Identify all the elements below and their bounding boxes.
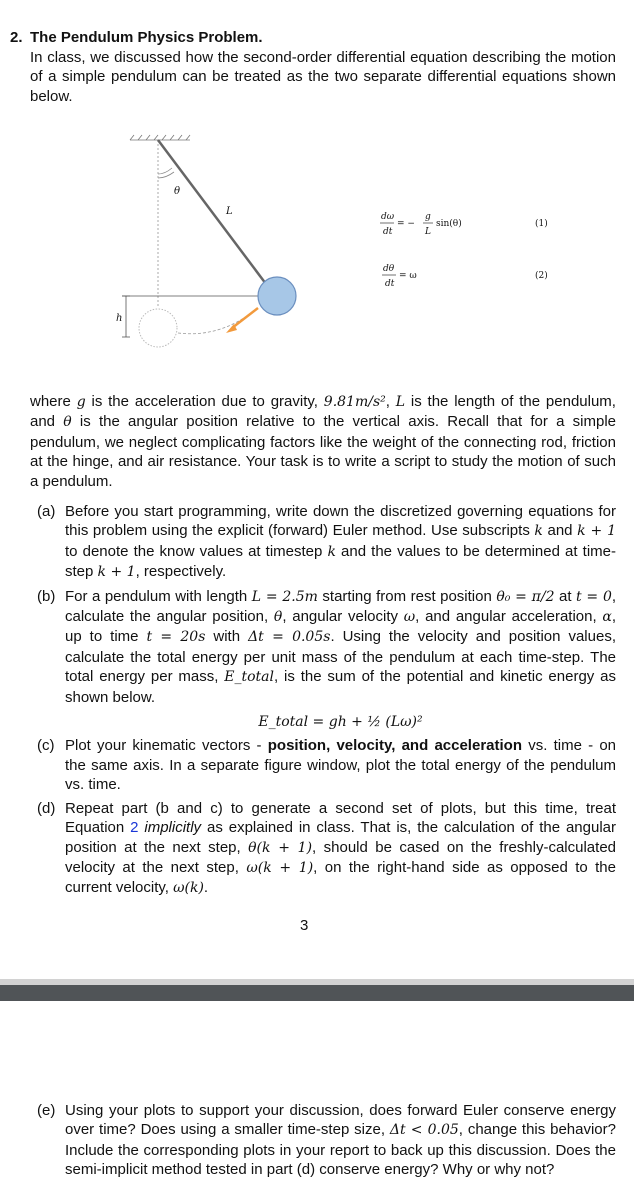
svg-text:dθ: dθ [383, 264, 395, 274]
theta-label: θ [174, 186, 181, 197]
velocity-arrow [232, 308, 258, 328]
length-label: L [226, 206, 233, 217]
part-c: (c) Plot your kinematic vectors - position, velocity, and acceleration vs. time - on the same axis. In a separate figure window, plot the total energy of the pendulum vs. time. [37, 737, 617, 794]
part-a: (a) Before you start programming, write down the discretized governing equations for this problem using the explicit (forward) Euler method. Use subscripts k and k + 1 to denote the know values at timestep k and the values to be determined at time-step k + 1, respectively. [37, 503, 616, 581]
height-label: h [116, 313, 123, 324]
equation-2 [382, 264, 548, 289]
ceiling-hatch [130, 135, 190, 140]
problem-heading [10, 28, 263, 47]
energy-equation: E_total = gh + ½ (Lω)² [258, 714, 423, 731]
svg-text:L: L [425, 227, 431, 237]
svg-text:= ω: = ω [399, 271, 417, 281]
problem-intro: In class, we discussed how the second-order differential equation describing the motion of a simple pendulum can be treated as the two separate differential equations shown below. [30, 49, 616, 105]
svg-text:dt: dt [383, 227, 393, 237]
angle-arc [158, 172, 174, 178]
svg-text:g: g [425, 212, 431, 222]
page-separator [0, 985, 634, 1001]
part-b: (b) For a pendulum with length L = 2.5m starting from rest position θ₀ = π/2 at t = 0, calculate the angular position, θ, angular velocity ω, and angular acceleration, α, up to time t = 20s with Δt = 0.05s. Using the velocity and position values, calculate the total energy per unit mass of the pendulum at each time-step. The total energy per mass, E_total, is the sum of the potential and kinetic energy as shown below. E_total = gh + ½ (Lω)² [30, 587, 616, 733]
parts-list [30, 502, 616, 899]
rest-position-circle [139, 309, 177, 347]
swing-path [178, 310, 255, 334]
pendulum-figure [100, 128, 580, 378]
problem-number: 2. [10, 29, 23, 46]
svg-text:dω: dω [381, 212, 395, 222]
description-paragraph: where g is the acceleration due to gravity, 9.81m/s², L is the length of the pendulum, and θ is the angular position relative to the vertical axis. Recall that for a simple pendulum, we neglect complicating factors like the weight of the connecting rod, friction at the hinge, and air resistance. Your task is to write a script to study the motion of such a pendulum. [30, 393, 617, 490]
svg-text:= −: = − [397, 219, 415, 229]
problem-title: The Pendulum Physics Problem. [30, 29, 263, 46]
equation-1-tag: (1) [535, 219, 548, 229]
angle-arc-inner [158, 168, 172, 174]
equation-reference-link[interactable]: 2 [130, 819, 139, 837]
svg-text:dt: dt [385, 279, 395, 289]
part-e: (e) Using your plots to support your discussion, does forward Euler conserve energy over time? Does using a smaller time-step size, Δt < 0.05, change this behavior? Include the corresponding plots in your report to back up this discussion. Does the semi-implicit method tested in part (d) conserve energy? Why or why not? [37, 1102, 616, 1179]
page-4 [0, 1000, 634, 1196]
svg-text:sin(θ): sin(θ) [436, 219, 462, 229]
page-number: 3 [300, 917, 309, 934]
pendulum-bob [258, 277, 296, 315]
pendulum-rod [158, 140, 266, 284]
equation-2-tag: (2) [535, 271, 548, 281]
part-d: (d) Repeat part (b and c) to generate a second set of plots, but this time, treat Equation 2 implicitly as explained in class. That is, the calculation of the angular position at the next step, θ(k + 1), should be cased on the freshly-calculated velocity at the next step, ω(k + 1), on the right-hand side as opposed to the current velocity, ω(k). [37, 799, 617, 897]
equation-1 [380, 212, 548, 237]
